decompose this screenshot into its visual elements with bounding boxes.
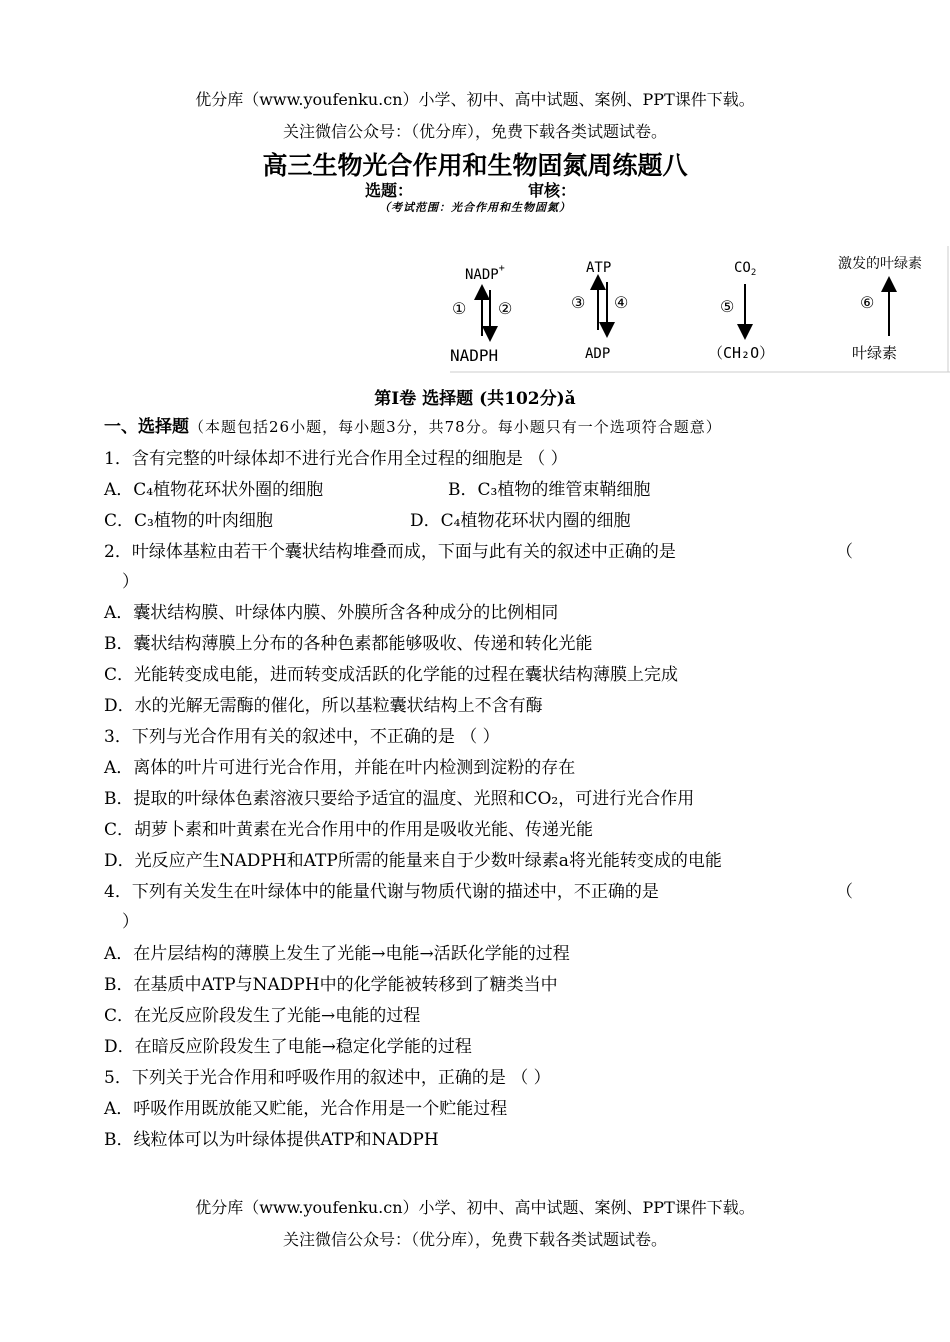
q3-stem: 3．下列与光合作用有关的叙述中，不正确的是 （ ） [104,727,500,747]
excited-chlorophyll-label: 激发的叶绿素 [838,256,922,272]
photosynthesis-diagram [450,246,950,374]
nadp-superscript: + [498,263,505,274]
reviewer-label: 审核： [528,181,577,200]
q2-option-d: D．水的光解无需酶的催化，所以基粒囊状结构上不含有酶 [104,696,543,716]
nadph-label: NADPH [450,346,499,365]
q3-option-b: B．提取的叶绿体色素溶液只要给予适宜的温度、光照和CO₂，可进行光合作用 [104,789,695,809]
q5-option-a: A．呼吸作用既放能又贮能，光合作用是一个贮能过程 [104,1099,508,1119]
svg-text:NADP+ [465,263,505,283]
q5-option-b: B．线粒体可以为叶绿体提供ATP和NADPH [104,1130,439,1150]
q4-option-c: C．在光反应阶段发生了光能→电能的过程 [104,1006,421,1026]
section-1-label: 一、选择题 [104,417,189,437]
q4-stem: 4．下列有关发生在叶绿体中的能量代谢与物质代谢的描述中，不正确的是 [104,882,659,902]
step-5-marker: ⑤ [720,297,735,316]
q1-option-c: C．C₃植物的叶肉细胞 [104,511,273,531]
q2-option-a: A．囊状结构膜、叶绿体内膜、外膜所含各种成分的比例相同 [104,603,559,623]
q2-paren-close: ） [122,572,139,592]
q4-option-a: A．在片层结构的薄膜上发生了光能→电能→活跃化学能的过程 [104,944,570,964]
q3-option-c: C．胡萝卜素和叶黄素在光合作用中的作用是吸收光能、传递光能 [104,820,594,840]
adp-label: ADP [585,346,611,362]
q4-paren-close: ） [122,912,139,932]
q1-option-d: D．C₄植物花环状内圈的细胞 [410,511,631,531]
step-1-marker: ① [452,299,467,318]
atp-label: ATP [586,260,612,276]
footer-line-2: 关注微信公众号：（优分库），免费下载各类试题试卷。 [282,1230,667,1249]
co2-label: CO [734,260,751,276]
q2-option-c: C．光能转变成电能，进而转变成活跃的化学能的过程在囊状结构薄膜上完成 [104,665,679,685]
exam-scope: （考试范围：光合作用和生物固氮） [379,201,571,214]
q3-option-d: D．光反应产生NADPH和ATP所需的能量来自于少数叶绿素a将光能转变成的电能 [104,851,722,871]
q1-option-b: B．C₃植物的维管束鞘细胞 [448,480,651,500]
section-1-heading [104,416,722,438]
step-6-marker: ⑥ [860,293,875,312]
svg-text:CO2 [734,260,756,278]
nadp-label: NADP [465,267,499,283]
chlorophyll-label: 叶绿素 [852,344,898,362]
q5-stem: 5．下列关于光合作用和呼吸作用的叙述中，正确的是 （ ） [104,1068,551,1088]
q4-paren-open: （ [836,882,853,902]
footer-line-1: 优分库（www.youfenku.cn）小学、初中、高中试题、案例、PPT课件下载。 [195,1198,755,1217]
q1-stem: 1．含有完整的叶绿体却不进行光合作用全过程的细胞是 （ ） [104,449,568,469]
section-1-desc: （本题包括26小题，每小题3分，共78分。每小题只有一个选项符合题意） [189,418,722,436]
page-title: 高三生物光合作用和生物固氮周练题八 [262,151,688,180]
q4-option-b: B．在基质中ATP与NADPH中的化学能被转移到了糖类当中 [104,975,558,995]
header-line-2: 关注微信公众号：（优分库），免费下载各类试题试卷。 [282,122,667,141]
q2-stem: 2．叶绿体基粒由若干个囊状结构堆叠而成，下面与此有关的叙述中正确的是 [104,542,676,562]
selector-label: 选题： [365,181,414,200]
q4-option-d: D．在暗反应阶段发生了电能→稳定化学能的过程 [104,1037,472,1057]
part-1-title: 第Ⅰ卷 选择题 (共102分)ǎ [374,389,576,409]
q1-option-a: A．C₄植物花环状外圈的细胞 [104,480,324,500]
step-4-marker: ④ [614,293,629,312]
q3-option-a: A．离体的叶片可进行光合作用，并能在叶内检测到淀粉的存在 [104,758,576,778]
q2-option-b: B．囊状结构薄膜上分布的各种色素都能够吸收、传递和转化光能 [104,634,593,654]
ch2o-label: （CH₂O） [708,344,775,362]
co2-subscript: 2 [750,268,757,278]
header-line-1: 优分库（www.youfenku.cn）小学、初中、高中试题、案例、PPT课件下载。 [195,90,755,109]
q2-paren-open: （ [836,542,853,562]
step-3-marker: ③ [571,293,586,312]
step-2-marker: ② [498,299,513,318]
